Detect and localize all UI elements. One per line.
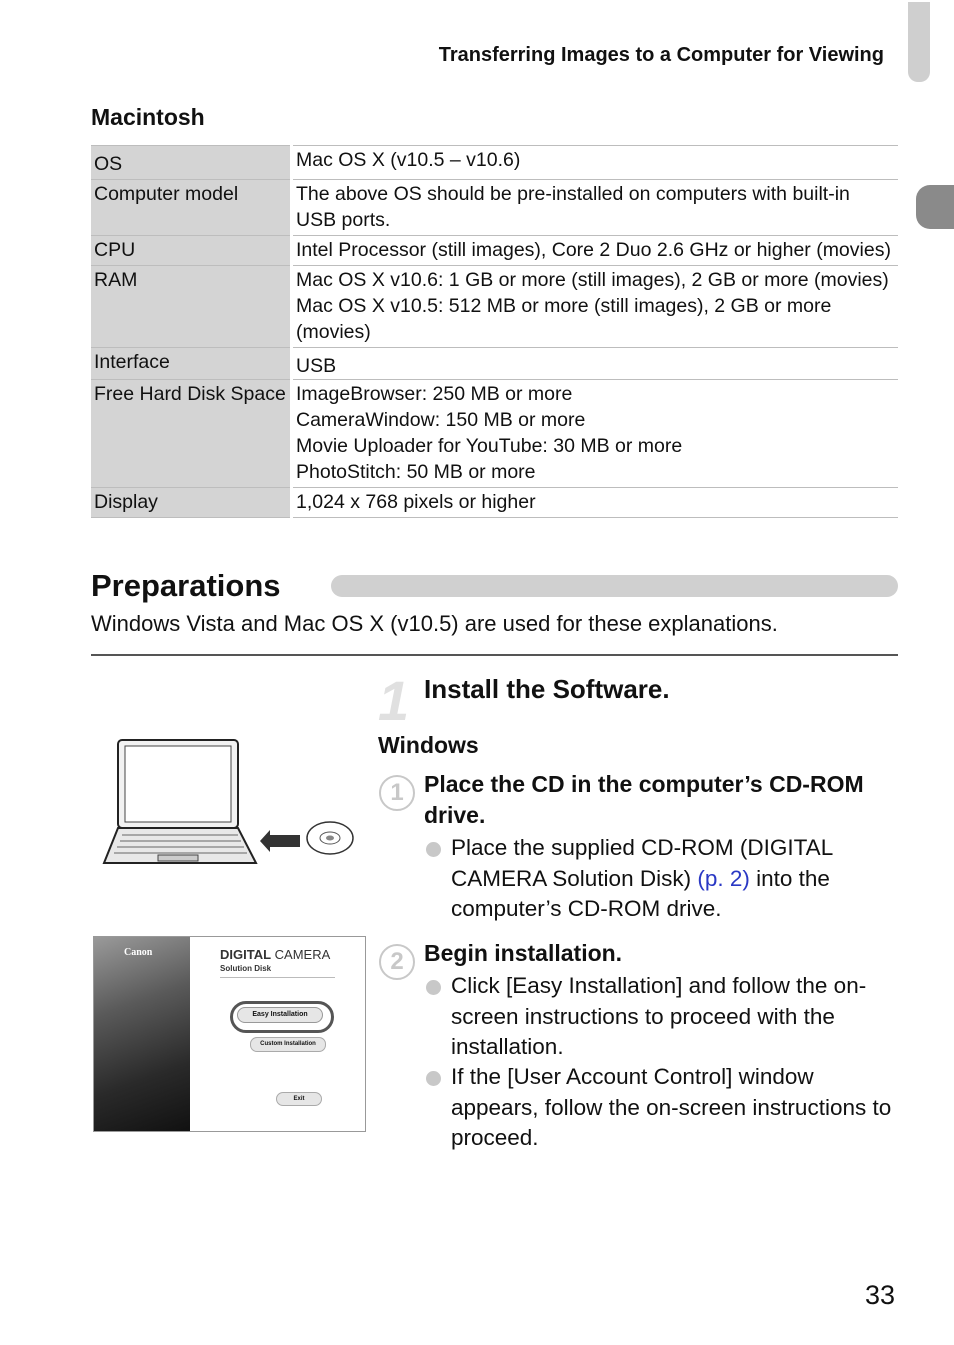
disk-line: PhotoStitch: 50 MB or more bbox=[296, 461, 536, 483]
row-value: Intel Processor (still images), Core 2 Duo 2.6 GHz or higher (movies) bbox=[292, 236, 899, 266]
laptop-cd-illustration bbox=[100, 735, 360, 875]
bullet-dot-icon bbox=[426, 980, 441, 995]
bullet-text: If the [User Account Control] window appears, follow the on-screen instructions to proceed. bbox=[451, 1064, 892, 1150]
os-subheading: Windows bbox=[378, 732, 479, 758]
macintosh-heading: Macintosh bbox=[91, 104, 205, 130]
ram-line: Mac OS X v10.5: 512 MB or more (still images), 2 GB or more (movies) bbox=[296, 295, 832, 343]
disk-line: Movie Uploader for YouTube: 30 MB or more bbox=[296, 435, 683, 457]
ram-line: Mac OS X v10.6: 1 GB or more (still images), 2 GB or more (movies) bbox=[296, 269, 889, 291]
section-title-bar bbox=[331, 575, 898, 597]
page-number: 33 bbox=[865, 1280, 896, 1310]
bullet-text: Place the supplied CD-ROM (DIGITAL CAMERA Solution Disk) bbox=[451, 835, 833, 891]
table-row bbox=[91, 146, 898, 180]
row-key: Interface bbox=[91, 348, 292, 380]
laptop-icon bbox=[100, 735, 360, 870]
preparations-title: Preparations bbox=[91, 568, 281, 603]
table-row bbox=[91, 348, 898, 380]
installer-subtitle: Solution Disk bbox=[220, 964, 272, 973]
row-key: Computer model bbox=[91, 180, 292, 236]
custom-installation-button[interactable]: Custom Installation bbox=[250, 1037, 326, 1052]
divider bbox=[91, 654, 898, 656]
chapter-tab-marker bbox=[916, 185, 954, 229]
row-value: The above OS should be pre-installed on computers with built-in USB ports. bbox=[292, 180, 899, 236]
table-row bbox=[91, 266, 898, 348]
bullet-item bbox=[424, 1062, 898, 1154]
exit-button[interactable]: Exit bbox=[276, 1092, 322, 1106]
step-title: Install the Software. bbox=[424, 674, 670, 704]
installer-photo-panel bbox=[94, 937, 190, 1131]
substep-title: Place the CD in the computer’s CD-ROM drive. bbox=[424, 771, 864, 828]
preparations-intro: Windows Vista and Mac OS X (v10.5) are used for these explanations. bbox=[91, 611, 778, 636]
row-value: USB bbox=[292, 348, 899, 380]
table-row bbox=[91, 180, 898, 236]
substep-title: Begin installation. bbox=[424, 940, 623, 966]
bullet-text: into the computer’s CD-ROM drive. bbox=[451, 865, 830, 921]
row-key: OS bbox=[91, 146, 292, 180]
disk-line: CameraWindow: 150 MB or more bbox=[296, 409, 586, 431]
row-key: Free Hard Disk Space bbox=[91, 380, 292, 488]
row-key: CPU bbox=[91, 236, 292, 266]
table-row bbox=[91, 488, 898, 518]
disk-line: ImageBrowser: 250 MB or more bbox=[296, 383, 573, 405]
installer-screenshot bbox=[93, 936, 366, 1132]
chapter-tab-top bbox=[908, 2, 930, 82]
bullet-item bbox=[424, 833, 898, 925]
bullet-dot-icon bbox=[426, 842, 441, 857]
row-value: Mac OS X (v10.5 – v10.6) bbox=[292, 146, 899, 180]
easy-installation-button[interactable]: Easy Installation bbox=[237, 1007, 323, 1023]
table-row bbox=[91, 380, 898, 488]
row-value bbox=[292, 266, 899, 348]
substep-number-circle: 1 bbox=[379, 775, 415, 811]
canon-logo: Canon bbox=[124, 947, 153, 958]
table-row bbox=[91, 236, 898, 266]
mac-requirements-table bbox=[91, 145, 898, 518]
bullet-text: Click [Easy Installation] and follow the on-screen instructions to proceed with the installation. bbox=[451, 973, 867, 1059]
running-header: Transferring Images to a Computer for Viewing bbox=[438, 44, 884, 66]
row-key: Display bbox=[91, 488, 292, 518]
installer-divider bbox=[220, 977, 335, 978]
bullet-dot-icon bbox=[426, 1071, 441, 1086]
installer-title: DIGITAL CAMERA bbox=[220, 947, 331, 962]
page-reference-link[interactable]: (p. 2) bbox=[697, 865, 750, 891]
step-number: 1 bbox=[378, 669, 410, 732]
substep-number-circle: 2 bbox=[379, 944, 415, 980]
row-value bbox=[292, 380, 899, 488]
row-value: 1,024 x 768 pixels or higher bbox=[292, 488, 899, 518]
bullet-item bbox=[424, 971, 898, 1063]
row-key: RAM bbox=[91, 266, 292, 348]
